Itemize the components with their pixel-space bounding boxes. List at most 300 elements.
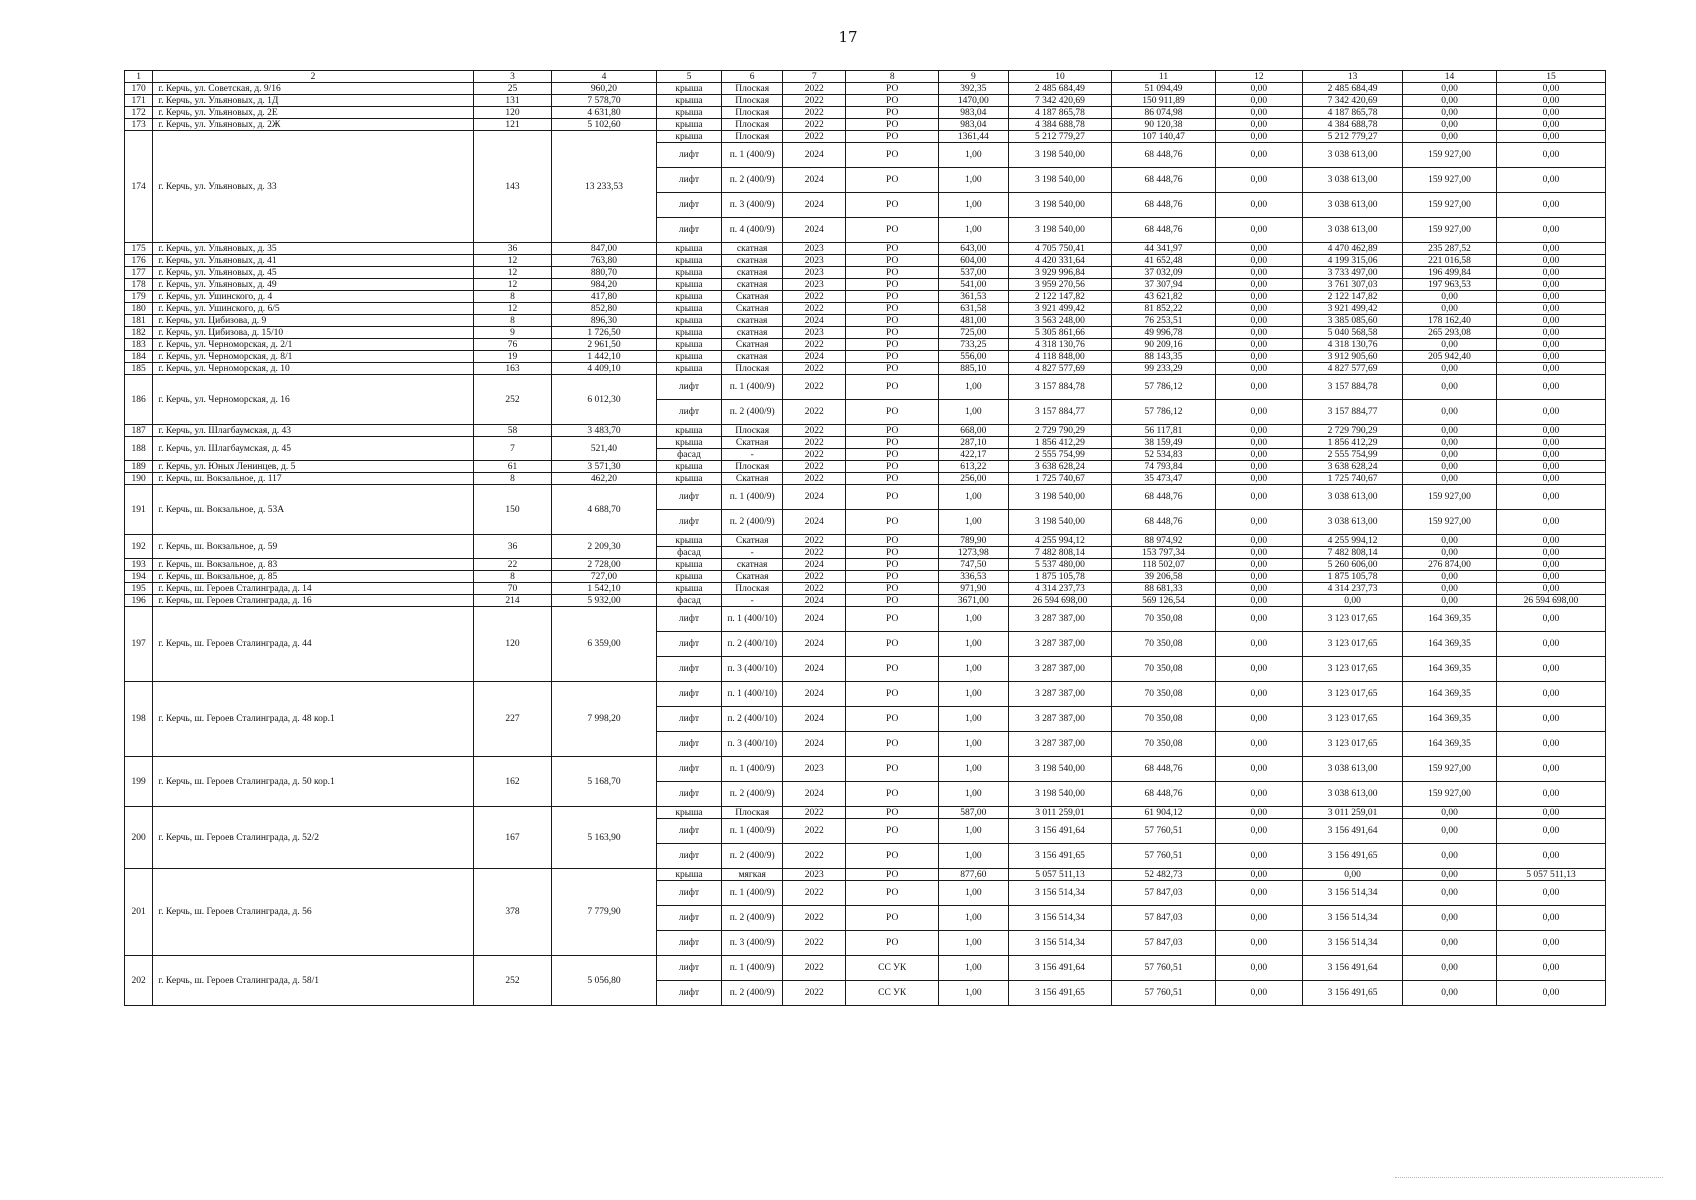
total-area: 7 998,20 [552, 682, 657, 757]
cell-13: 2 485 684,49 [1302, 83, 1402, 95]
cell-13: 3 123 017,65 [1302, 682, 1402, 707]
cost-per-unit: 57 847,03 [1112, 881, 1216, 906]
address-cell: г. Керчь, ш. Героев Сталинграда, д. 14 [153, 583, 473, 595]
total-cost: 1 856 412,29 [1008, 437, 1112, 449]
volume: 1,00 [939, 757, 1009, 782]
source: РО [846, 131, 939, 143]
volume: 537,00 [939, 267, 1009, 279]
column-header-14: 14 [1403, 71, 1497, 83]
row-number: 201 [125, 869, 153, 956]
volume: 1,00 [939, 657, 1009, 682]
year: 2023 [783, 255, 846, 267]
cell-12: 0,00 [1215, 255, 1302, 267]
volume: 1,00 [939, 981, 1009, 1006]
work-type: крыша [656, 243, 721, 255]
cost-per-unit: 68 448,76 [1112, 510, 1216, 535]
address-cell: г. Керчь, ул. Ульяновых, д. 2Ж [153, 119, 473, 131]
total-cost: 4 420 331,64 [1008, 255, 1112, 267]
residents-count: 120 [473, 607, 551, 682]
cell-12: 0,00 [1215, 291, 1302, 303]
residents-count: 8 [473, 571, 551, 583]
cell-14: 0,00 [1403, 375, 1497, 400]
total-area: 13 233,53 [552, 131, 657, 243]
work-type: крыша [656, 425, 721, 437]
cell-12: 0,00 [1215, 461, 1302, 473]
address-cell: г. Керчь, ш. Героев Сталинграда, д. 56 [153, 869, 473, 956]
year: 2022 [783, 437, 846, 449]
source: РО [846, 119, 939, 131]
row-number: 188 [125, 437, 153, 461]
volume: 747,50 [939, 559, 1009, 571]
address-cell: г. Керчь, ш. Героев Сталинграда, д. 16 [153, 595, 473, 607]
address-cell: г. Керчь, ул. Советская, д. 9/16 [153, 83, 473, 95]
total-area: 417,80 [552, 291, 657, 303]
column-header-3: 3 [473, 71, 551, 83]
volume: 556,00 [939, 351, 1009, 363]
cell-12: 0,00 [1215, 844, 1302, 869]
total-area: 5 932,00 [552, 595, 657, 607]
total-cost: 3 156 491,65 [1008, 981, 1112, 1006]
work-subtype: Плоская [722, 583, 783, 595]
source: РО [846, 375, 939, 400]
table-row [125, 807, 1606, 819]
residents-count: 162 [473, 757, 551, 807]
cell-13: 1 875 105,78 [1302, 571, 1402, 583]
work-subtype: п. 2 (400/9) [722, 906, 783, 931]
work-subtype: скатная [722, 327, 783, 339]
cell-14: 0,00 [1403, 339, 1497, 351]
cell-15: 0,00 [1496, 363, 1605, 375]
total-cost: 3 563 248,00 [1008, 315, 1112, 327]
cost-per-unit: 39 206,58 [1112, 571, 1216, 583]
cost-per-unit: 99 233,29 [1112, 363, 1216, 375]
cell-13: 2 122 147,82 [1302, 291, 1402, 303]
cell-13: 2 555 754,99 [1302, 449, 1402, 461]
cell-13: 4 827 577,69 [1302, 363, 1402, 375]
total-area: 1 726,50 [552, 327, 657, 339]
table-row [125, 559, 1606, 571]
volume: 1,00 [939, 682, 1009, 707]
volume: 1,00 [939, 732, 1009, 757]
cost-per-unit: 68 448,76 [1112, 757, 1216, 782]
total-cost: 3 287 387,00 [1008, 707, 1112, 732]
work-subtype: п. 1 (400/10) [722, 682, 783, 707]
cost-per-unit: 569 126,54 [1112, 595, 1216, 607]
total-cost: 5 057 511,13 [1008, 869, 1112, 881]
work-type: лифт [656, 632, 721, 657]
cell-15: 0,00 [1496, 757, 1605, 782]
volume: 1273,98 [939, 547, 1009, 559]
cost-per-unit: 70 350,08 [1112, 682, 1216, 707]
total-cost: 3 929 996,84 [1008, 267, 1112, 279]
cell-14: 159 927,00 [1403, 143, 1497, 168]
total-cost: 1 875 105,78 [1008, 571, 1112, 583]
work-type: лифт [656, 707, 721, 732]
volume: 1,00 [939, 819, 1009, 844]
cell-14: 159 927,00 [1403, 485, 1497, 510]
cell-14: 0,00 [1403, 583, 1497, 595]
work-type: лифт [656, 510, 721, 535]
work-type: фасад [656, 595, 721, 607]
row-number: 178 [125, 279, 153, 291]
cell-13: 3 385 085,60 [1302, 315, 1402, 327]
register-table [124, 70, 1606, 1006]
total-cost: 4 705 750,41 [1008, 243, 1112, 255]
work-type: крыша [656, 351, 721, 363]
cell-13: 3 123 017,65 [1302, 707, 1402, 732]
work-subtype: Плоская [722, 107, 783, 119]
address-cell: г. Керчь, ул. Ушинского, д. 6/5 [153, 303, 473, 315]
cell-13: 3 038 613,00 [1302, 168, 1402, 193]
year: 2024 [783, 315, 846, 327]
table-row [125, 425, 1606, 437]
cost-per-unit: 88 681,33 [1112, 583, 1216, 595]
work-subtype: п. 2 (400/10) [722, 632, 783, 657]
year: 2024 [783, 193, 846, 218]
cell-13: 3 123 017,65 [1302, 607, 1402, 632]
cost-per-unit: 52 482,73 [1112, 869, 1216, 881]
address-cell: г. Керчь, ш. Вокзальное, д. 85 [153, 571, 473, 583]
cell-15: 0,00 [1496, 844, 1605, 869]
cell-13: 3 156 514,34 [1302, 906, 1402, 931]
cell-14: 0,00 [1403, 425, 1497, 437]
volume: 1,00 [939, 400, 1009, 425]
cost-per-unit: 76 253,51 [1112, 315, 1216, 327]
residents-count: 150 [473, 485, 551, 535]
residents-count: 120 [473, 107, 551, 119]
residents-count: 25 [473, 83, 551, 95]
cell-13: 3 123 017,65 [1302, 657, 1402, 682]
cell-14: 159 927,00 [1403, 757, 1497, 782]
year: 2022 [783, 400, 846, 425]
row-number: 200 [125, 807, 153, 869]
source: РО [846, 461, 939, 473]
volume: 971,90 [939, 583, 1009, 595]
residents-count: 70 [473, 583, 551, 595]
address-cell: г. Керчь, ул. Шлагбаумская, д. 45 [153, 437, 473, 461]
work-subtype: Скатная [722, 339, 783, 351]
work-subtype: Плоская [722, 807, 783, 819]
cell-14: 0,00 [1403, 83, 1497, 95]
cell-14: 0,00 [1403, 807, 1497, 819]
cost-per-unit: 70 350,08 [1112, 632, 1216, 657]
cell-15: 0,00 [1496, 168, 1605, 193]
page-number: 17 [838, 28, 858, 46]
cell-14: 164 369,35 [1403, 707, 1497, 732]
cell-12: 0,00 [1215, 83, 1302, 95]
year: 2022 [783, 473, 846, 485]
work-type: лифт [656, 400, 721, 425]
cell-14: 178 162,40 [1403, 315, 1497, 327]
cell-13: 3 733 497,00 [1302, 267, 1402, 279]
cell-13: 3 761 307,03 [1302, 279, 1402, 291]
source: РО [846, 632, 939, 657]
cell-15: 0,00 [1496, 449, 1605, 461]
total-cost: 3 156 514,34 [1008, 881, 1112, 906]
cell-12: 0,00 [1215, 485, 1302, 510]
year: 2024 [783, 218, 846, 243]
table-row [125, 956, 1606, 981]
work-type: лифт [656, 657, 721, 682]
column-number-row [125, 71, 1606, 83]
total-cost: 3 198 540,00 [1008, 143, 1112, 168]
column-header-15: 15 [1496, 71, 1605, 83]
cell-15: 0,00 [1496, 119, 1605, 131]
work-subtype: п. 1 (400/9) [722, 757, 783, 782]
work-type: крыша [656, 315, 721, 327]
address-cell: г. Керчь, ул. Черноморская, д. 16 [153, 375, 473, 425]
row-number: 175 [125, 243, 153, 255]
table-row [125, 291, 1606, 303]
total-area: 763,80 [552, 255, 657, 267]
cost-per-unit: 57 760,51 [1112, 956, 1216, 981]
total-cost: 4 187 865,78 [1008, 107, 1112, 119]
address-cell: г. Керчь, ул. Ульяновых, д. 33 [153, 131, 473, 243]
volume: 733,25 [939, 339, 1009, 351]
table-row [125, 339, 1606, 351]
work-subtype: скатная [722, 255, 783, 267]
volume: 1,00 [939, 881, 1009, 906]
total-cost: 3 287 387,00 [1008, 657, 1112, 682]
cell-15: 0,00 [1496, 375, 1605, 400]
cell-12: 0,00 [1215, 437, 1302, 449]
cost-per-unit: 90 209,16 [1112, 339, 1216, 351]
row-number: 194 [125, 571, 153, 583]
cell-12: 0,00 [1215, 607, 1302, 632]
work-subtype: п. 1 (400/9) [722, 485, 783, 510]
total-area: 960,20 [552, 83, 657, 95]
work-subtype: п. 1 (400/10) [722, 607, 783, 632]
work-subtype: п. 2 (400/9) [722, 400, 783, 425]
cell-13: 7 342 420,69 [1302, 95, 1402, 107]
total-cost: 3 198 540,00 [1008, 782, 1112, 807]
work-type: крыша [656, 461, 721, 473]
source: РО [846, 400, 939, 425]
cell-13: 7 482 808,14 [1302, 547, 1402, 559]
cost-per-unit: 35 473,47 [1112, 473, 1216, 485]
total-cost: 4 314 237,73 [1008, 583, 1112, 595]
table-row [125, 363, 1606, 375]
volume: 1,00 [939, 782, 1009, 807]
source: РО [846, 707, 939, 732]
address-cell: г. Керчь, ул. Ульяновых, д. 49 [153, 279, 473, 291]
volume: 392,35 [939, 83, 1009, 95]
source: РО [846, 510, 939, 535]
total-area: 7 779,90 [552, 869, 657, 956]
cell-14: 0,00 [1403, 906, 1497, 931]
cell-15: 0,00 [1496, 315, 1605, 327]
year: 2024 [783, 485, 846, 510]
year: 2022 [783, 881, 846, 906]
address-cell: г. Керчь, ш. Героев Сталинграда, д. 48 кор.1 [153, 682, 473, 757]
row-number: 177 [125, 267, 153, 279]
volume: 1,00 [939, 956, 1009, 981]
total-cost: 3 011 259,01 [1008, 807, 1112, 819]
work-subtype: Плоская [722, 83, 783, 95]
total-cost: 4 255 994,12 [1008, 535, 1112, 547]
residents-count: 252 [473, 375, 551, 425]
cell-15: 0,00 [1496, 559, 1605, 571]
total-area: 2 728,00 [552, 559, 657, 571]
cell-12: 0,00 [1215, 595, 1302, 607]
work-type: лифт [656, 375, 721, 400]
cell-12: 0,00 [1215, 632, 1302, 657]
cell-13: 3 921 499,42 [1302, 303, 1402, 315]
cost-per-unit: 57 847,03 [1112, 906, 1216, 931]
residents-count: 12 [473, 255, 551, 267]
work-subtype: п. 1 (400/9) [722, 819, 783, 844]
source: РО [846, 425, 939, 437]
residents-count: 76 [473, 339, 551, 351]
year: 2022 [783, 931, 846, 956]
volume: 1,00 [939, 844, 1009, 869]
cell-15: 0,00 [1496, 931, 1605, 956]
cell-12: 0,00 [1215, 267, 1302, 279]
total-area: 5 102,60 [552, 119, 657, 131]
total-cost: 3 156 491,64 [1008, 956, 1112, 981]
volume: 1,00 [939, 607, 1009, 632]
work-type: лифт [656, 881, 721, 906]
total-area: 7 578,70 [552, 95, 657, 107]
cell-14: 0,00 [1403, 131, 1497, 143]
year: 2022 [783, 535, 846, 547]
cell-15: 0,00 [1496, 707, 1605, 732]
total-area: 3 483,70 [552, 425, 657, 437]
total-area: 4 409,10 [552, 363, 657, 375]
cell-12: 0,00 [1215, 547, 1302, 559]
cell-15: 0,00 [1496, 682, 1605, 707]
cell-13: 4 314 237,73 [1302, 583, 1402, 595]
table-row [125, 535, 1606, 547]
work-subtype: Плоская [722, 363, 783, 375]
total-cost: 3 156 514,34 [1008, 931, 1112, 956]
work-type: лифт [656, 819, 721, 844]
volume: 877,60 [939, 869, 1009, 881]
work-subtype: скатная [722, 351, 783, 363]
source: РО [846, 315, 939, 327]
cell-13: 3 038 613,00 [1302, 143, 1402, 168]
volume: 256,00 [939, 473, 1009, 485]
table-row [125, 131, 1606, 143]
volume: 668,00 [939, 425, 1009, 437]
cell-12: 0,00 [1215, 400, 1302, 425]
residents-count: 167 [473, 807, 551, 869]
cell-15: 0,00 [1496, 906, 1605, 931]
year: 2024 [783, 559, 846, 571]
total-area: 521,40 [552, 437, 657, 461]
total-cost: 4 318 130,76 [1008, 339, 1112, 351]
total-cost: 4 118 848,00 [1008, 351, 1112, 363]
work-type: крыша [656, 473, 721, 485]
source: РО [846, 339, 939, 351]
volume: 1361,44 [939, 131, 1009, 143]
residents-count: 8 [473, 291, 551, 303]
total-cost: 3 198 540,00 [1008, 218, 1112, 243]
cell-15: 0,00 [1496, 956, 1605, 981]
table-row [125, 243, 1606, 255]
total-area: 2 961,50 [552, 339, 657, 351]
volume: 1,00 [939, 168, 1009, 193]
cell-15: 0,00 [1496, 473, 1605, 485]
work-type: фасад [656, 449, 721, 461]
work-type: лифт [656, 956, 721, 981]
address-cell: г. Керчь, ш. Вокзальное, д. 53А [153, 485, 473, 535]
volume: 1,00 [939, 906, 1009, 931]
table-row [125, 473, 1606, 485]
column-header-5: 5 [656, 71, 721, 83]
source: РО [846, 782, 939, 807]
total-cost: 2 555 754,99 [1008, 449, 1112, 461]
cell-14: 0,00 [1403, 473, 1497, 485]
cell-14: 159 927,00 [1403, 168, 1497, 193]
work-type: лифт [656, 193, 721, 218]
work-type: крыша [656, 869, 721, 881]
table-row [125, 485, 1606, 510]
work-subtype: скатная [722, 243, 783, 255]
cell-15: 0,00 [1496, 732, 1605, 757]
work-subtype: п. 2 (400/9) [722, 168, 783, 193]
total-cost: 3 959 270,56 [1008, 279, 1112, 291]
work-type: крыша [656, 327, 721, 339]
total-cost: 3 921 499,42 [1008, 303, 1112, 315]
source: РО [846, 327, 939, 339]
source: РО [846, 607, 939, 632]
volume: 336,53 [939, 571, 1009, 583]
table-row [125, 95, 1606, 107]
work-type: крыша [656, 363, 721, 375]
address-cell: г. Керчь, ш. Вокзальное, д. 59 [153, 535, 473, 559]
cost-per-unit: 74 793,84 [1112, 461, 1216, 473]
total-cost: 3 198 540,00 [1008, 510, 1112, 535]
cost-per-unit: 57 786,12 [1112, 375, 1216, 400]
cell-13: 3 156 491,64 [1302, 819, 1402, 844]
residents-count: 7 [473, 437, 551, 461]
cell-14: 0,00 [1403, 461, 1497, 473]
cell-13: 5 260 606,00 [1302, 559, 1402, 571]
year: 2024 [783, 682, 846, 707]
total-area: 1 442,10 [552, 351, 657, 363]
work-subtype: Скатная [722, 571, 783, 583]
total-cost: 5 305 861,66 [1008, 327, 1112, 339]
address-cell: г. Керчь, ш. Героев Сталинграда, д. 58/1 [153, 956, 473, 1006]
address-cell: г. Керчь, ул. Черноморская, д. 10 [153, 363, 473, 375]
volume: 643,00 [939, 243, 1009, 255]
residents-count: 36 [473, 243, 551, 255]
volume: 361,53 [939, 291, 1009, 303]
cost-per-unit: 86 074,98 [1112, 107, 1216, 119]
work-subtype: - [722, 449, 783, 461]
cell-12: 0,00 [1215, 757, 1302, 782]
source: РО [846, 168, 939, 193]
cell-12: 0,00 [1215, 782, 1302, 807]
source: РО [846, 291, 939, 303]
total-area: 462,20 [552, 473, 657, 485]
volume: 613,22 [939, 461, 1009, 473]
table-row [125, 315, 1606, 327]
cell-15: 0,00 [1496, 243, 1605, 255]
cell-13: 3 912 905,60 [1302, 351, 1402, 363]
row-number: 172 [125, 107, 153, 119]
cell-14: 0,00 [1403, 400, 1497, 425]
table-row [125, 757, 1606, 782]
total-cost: 1 725 740,67 [1008, 473, 1112, 485]
address-cell: г. Керчь, ул. Ульяновых, д. 1Д [153, 95, 473, 107]
work-subtype: - [722, 595, 783, 607]
cell-14: 164 369,35 [1403, 607, 1497, 632]
cell-12: 0,00 [1215, 131, 1302, 143]
total-cost: 2 729 790,29 [1008, 425, 1112, 437]
residents-count: 8 [473, 315, 551, 327]
